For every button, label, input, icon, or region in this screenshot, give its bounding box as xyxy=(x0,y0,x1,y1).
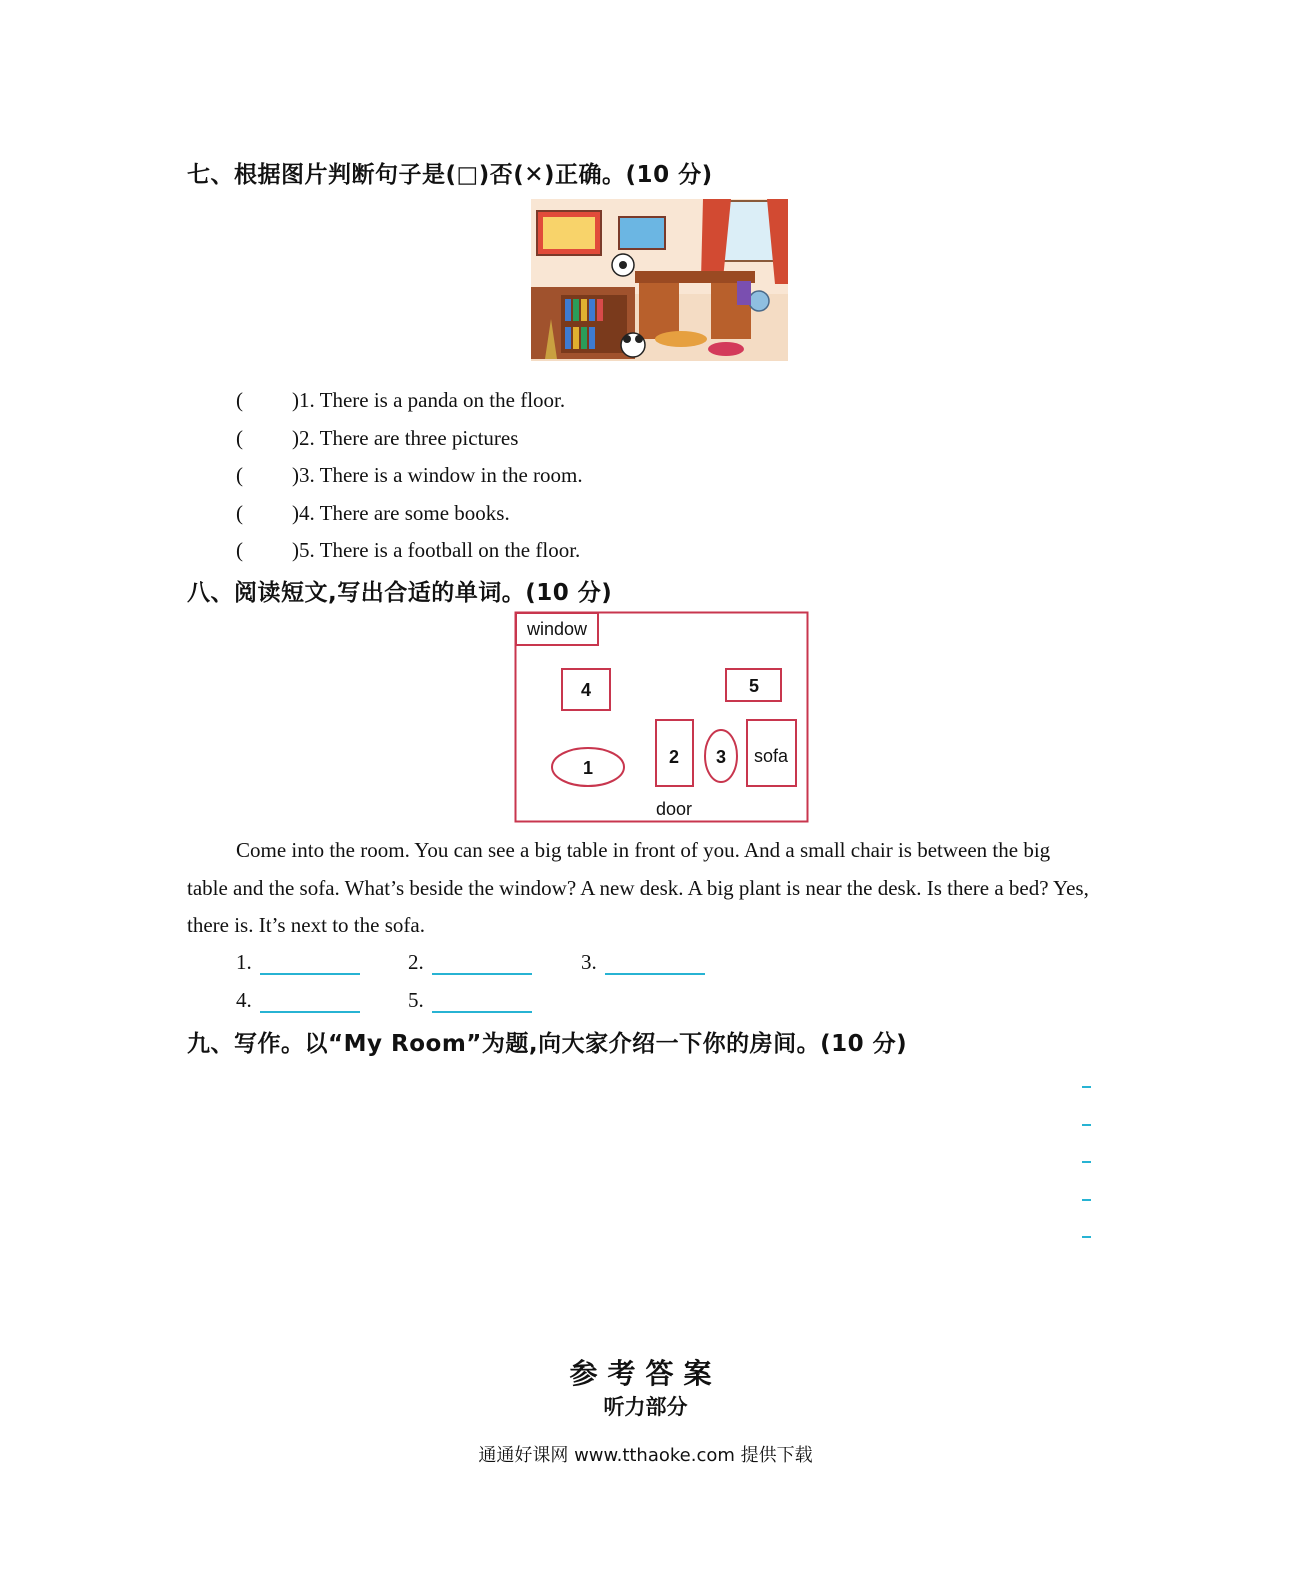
blank-line[interactable] xyxy=(260,989,360,1013)
answer-blank-1[interactable]: 1. xyxy=(236,950,360,975)
judge-item-5: ( )5. There is a football on the floor. xyxy=(236,538,581,562)
judge-item-text: )1. There is a panda on the floor. xyxy=(292,388,566,412)
diagram-box-1 xyxy=(552,748,624,786)
door-label: door xyxy=(655,799,693,819)
sofa-box xyxy=(747,720,796,786)
window-label-box xyxy=(516,613,598,645)
answer-blank-2[interactable]: 2. xyxy=(408,950,532,975)
footer-source: 通通好课网 www.tthaoke.com 提供下载 xyxy=(478,1445,813,1466)
judge-item-text: )3. There is a window in the room. xyxy=(292,463,583,487)
answer-blank-4[interactable]: 4. xyxy=(236,988,360,1013)
diagram-box-4 xyxy=(562,669,610,710)
diagram-box-5 xyxy=(726,669,781,701)
judge-item-text: )2. There are three pictures xyxy=(292,426,519,450)
reading-passage: Come into the room. You can see a big table in front of you. And a small chair is between the big table and the sofa. What’s beside the window? A new desk. A big plant is near the desk. Is there a bed? Yes, there is. It’s next to the sofa. xyxy=(187,838,1089,937)
section8-heading: 八、阅读短文,写出合适的单词。(10 分) xyxy=(187,580,613,606)
judge-item-4: ( )4. There are some books. xyxy=(236,501,510,525)
judge-item-text: )4. There are some books. xyxy=(292,501,510,525)
answer-blank-3[interactable]: 3. xyxy=(581,950,705,975)
diagram-box-2 xyxy=(656,720,693,786)
svg-text:window: window xyxy=(526,619,588,639)
svg-text:1: 1 xyxy=(582,758,594,778)
svg-text:2: 2 xyxy=(668,747,680,767)
blank-line[interactable] xyxy=(605,951,705,975)
writing-line-mark xyxy=(1082,1124,1091,1126)
judge-item-text: )5. There is a football on the floor. xyxy=(292,538,581,562)
writing-line-mark xyxy=(1082,1161,1091,1163)
svg-text:5: 5 xyxy=(748,676,760,696)
section7-heading: 七、根据图片判断句子是(□)否(✕)正确。(10 分) xyxy=(187,162,713,188)
answers-subtitle: 听力部分 xyxy=(603,1395,688,1419)
answers-title: 参考答案 xyxy=(569,1357,722,1390)
svg-text:4: 4 xyxy=(580,680,592,700)
blank-line[interactable] xyxy=(260,951,360,975)
svg-text:3: 3 xyxy=(715,747,727,767)
judge-item-1: ( )1. There is a panda on the floor. xyxy=(236,388,566,412)
svg-text:sofa: sofa xyxy=(753,746,789,766)
writing-line-mark xyxy=(1082,1236,1091,1238)
answer-blank-5[interactable]: 5. xyxy=(408,988,532,1013)
blank-line[interactable] xyxy=(432,989,532,1013)
room-illustration xyxy=(531,199,788,361)
blank-line[interactable] xyxy=(432,951,532,975)
writing-line-mark xyxy=(1082,1086,1091,1088)
diagram-box-3 xyxy=(705,730,737,782)
writing-line-mark xyxy=(1082,1199,1091,1201)
section9-heading: 九、写作。以“My Room”为题,向大家介绍一下你的房间。(10 分) xyxy=(187,1031,908,1057)
room-layout-diagram xyxy=(514,611,810,824)
judge-item-3: ( )3. There is a window in the room. xyxy=(236,463,583,487)
judge-item-2: ( )2. There are three pictures xyxy=(236,426,519,450)
